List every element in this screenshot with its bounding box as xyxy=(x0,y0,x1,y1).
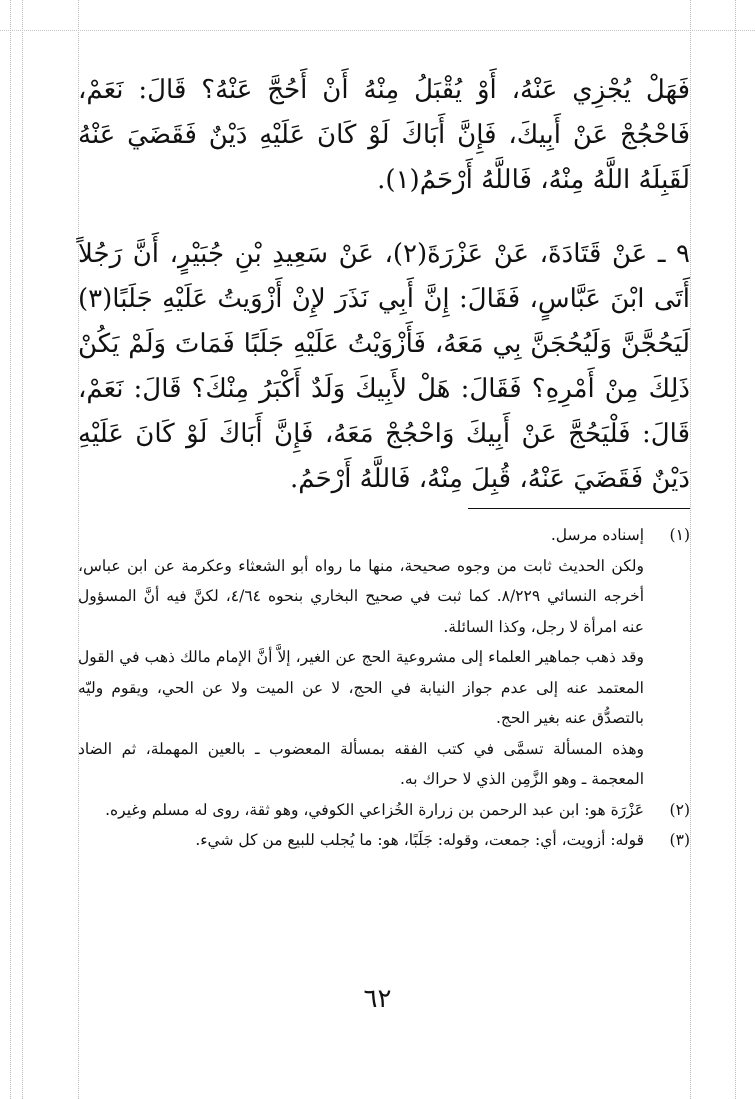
footnote-line: قوله: أزويت، أي: جمعت، وقوله: جَلَبًا، هو: ما يُجلب للبيع من كل شيء. xyxy=(195,831,644,849)
footnote-marker: (٣) xyxy=(669,831,690,849)
footnotes xyxy=(78,520,690,856)
footnote-line: عَزْرَة هو: ابن عبد الرحمن بن زرارة الخُزاعي الكوفي، وهو ثقة، روى له مسلم وغيره. xyxy=(105,800,644,819)
footnote-separator xyxy=(468,508,690,509)
footnote-marker: (٢) xyxy=(669,800,690,819)
guide-line xyxy=(10,0,11,1099)
footnote-line: وقد ذهب جماهير العلماء إلى مشروعية الحج عن الغير، إلاَّ أنَّ الإمام مالك ذهب في القول المعتمد عنه إلى عدم جواز النيابة في الحج، لا عن الميت ولا عن الحي، ويقوم وليّه بالتصدُّق عنه بغير الحج. xyxy=(78,648,644,727)
footnote xyxy=(78,795,690,826)
guide-line xyxy=(735,0,736,1099)
page-number: ٦٢ xyxy=(363,984,392,1014)
footnote-line: ولكن الحديث ثابت من وجوه صحيحة، منها ما رواه أبو الشعثاء وعكرمة عن ابن عباس، أخرجه النسائي ٨/٢٢٩. كما ثبت في صحيح البخاري بنحوه ٤/٦٤، لكنَّ فيه أنَّ المسؤول عنه امرأة لا رجل، وكذا السائلة. xyxy=(78,556,644,636)
guide-line xyxy=(22,0,23,1099)
guide-line xyxy=(690,0,691,1099)
footnote xyxy=(78,520,690,795)
guide-line xyxy=(0,30,755,31)
footnote-marker: (١) xyxy=(669,526,690,544)
footnote-line: إسناده مرسل. xyxy=(550,526,644,544)
hadith-paragraph: ٩ ـ عَنْ قَتَادَةَ، عَنْ عَزْرَةَ(٢)، عَنْ سَعِيدِ بْنِ جُبَيْرٍ، أَنَّ رَجُلاً أَتَى ابْنَ عَبَّاسٍ، فَقَالَ: إِنَّ أَبِي نَذَرَ لإِنْ أَزْوَيتُ عَلَيْهِ جَلَبًا(٣) لَيَحُجَّنَّ وَلَيُحُجَنَّ بِي مَعَهُ، فَأَزْوَيْتُ عَلَيْهِ جَلَبًا فَمَاتَ وَلَمْ يَكُنْ ذَلِكَ مِنْ أَمْرِهِ؟ فَقَالَ: هَلْ لأَبِيكَ وَلَدٌ أَكْبَرُ مِنْكَ؟ قَالَ: نَعَمْ، قَالَ: فَلْيَحُجَّ عَنْ أَبِيكَ وَاحْجُجْ مَعَهُ، فَإِنَّ أَبَاكَ لَوْ كَانَ عَلَيْهِ دَيْنٌ فَقَضَيَ عَنْهُ، قُبِلَ مِنْهُ، فَاللَّهُ أَرْحَمُ. xyxy=(78,239,690,494)
footnote-line: وهذه المسألة تسمَّى في كتب الفقه بمسألة المعضوب ـ بالعين المهملة، ثم الضاد المعجمة ـ وهو الزَّمِن الذي لا حراك به. xyxy=(78,739,644,788)
footnote xyxy=(78,825,690,856)
body-paragraph: فَهَلْ يُجْزِي عَنْهُ، أَوْ يُقْبَلُ مِنْهُ أَنْ أَحُجَّ عَنْهُ؟ قَالَ: نَعَمْ، فَاحْجُجْ عَنْ أَبِيكَ، فَإِنَّ أَبَاكَ لَوْ كَانَ عَلَيْهِ دَيْنٌ فَقَضَيَ عَنْهُ لَقَبِلَهُ اللَّهُ مِنْهُ، فَاللَّهُ أَرْحَمُ(١). xyxy=(78,75,690,195)
